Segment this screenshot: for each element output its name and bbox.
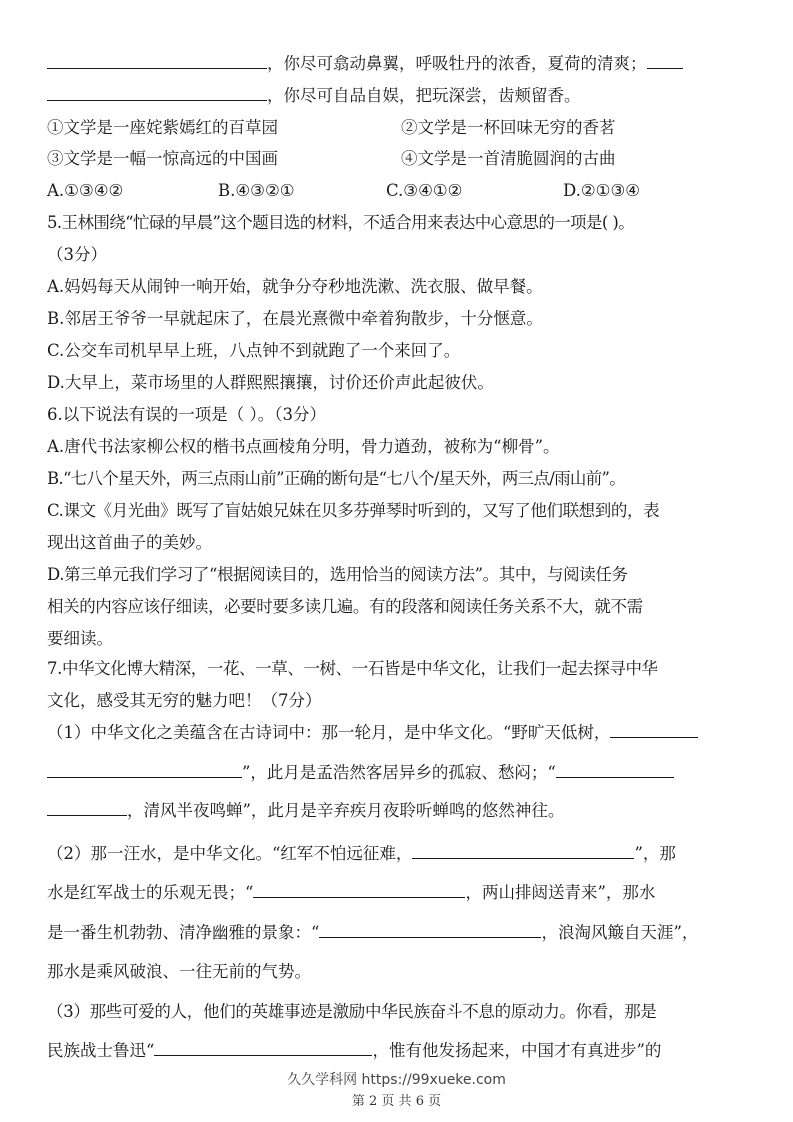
option-4: ④文学是一首清脆圆润的古曲 [401,149,616,168]
footer-page-number: 第 2 页 共 6 页 [351,1094,442,1109]
q7-sub3-line2: 民族战士鲁迅“ ，惟有他发扬起来，中国才有真进步”的 [47,1041,662,1060]
question-7-line1: 7.中华文化博大精深，一花、一草、一树、一石皆是中华文化，让我们一起去探寻中华 [47,659,658,678]
blank [47,52,267,69]
q7-sub3-line1: （3）那些可爱的人，他们的英雄事迹是激励中华民族奋斗不息的原动力。你看，那是 [47,1002,657,1021]
line-1: ，你尽可翕动鼻翼，呼吸牡丹的浓香，夏荷的清爽； [47,52,747,76]
question-6: 6.以下说法有误的一项是（ ）。（3分） [47,405,326,424]
blank [556,761,674,778]
footer-site: 久久学科网 https://99xueke.com [287,1072,506,1088]
blank [154,1039,372,1056]
choice-a: A.①③④② [47,181,124,200]
blank [47,761,242,778]
blank [253,881,465,898]
q7-sub2-line1: （2）那一汪水，是中华文化。“红军不怕远征难， ”，那 [47,844,676,863]
q6-option-c-line1: C.课文《月光曲》既写了盲姑娘兄妹在贝多芬弹琴时听到的，又写了他们联想到的，表 [47,501,660,520]
blank [647,52,683,69]
blank [319,921,541,938]
question-7-line2: 文化，感受其无穷的魅力吧！（7分） [47,691,322,710]
q7-sub2-line3: 是一番生机勃勃、清净幽雅的景象：“ ，浪淘风簸自天涯”， [47,923,699,942]
blank [610,721,698,738]
blank [47,799,127,816]
q7-sub2-line4: 那水是乘风破浪、一往无前的气势。 [47,962,311,981]
blank [412,842,634,859]
option-2: ②文学是一杯回味无穷的香茗 [401,118,616,137]
option-3: ③文学是一幅一惊高远的中国画 [47,149,278,168]
q7-sub1-line2: ”，此月是孟浩然客居异乡的孤寂、愁闷；“ [47,761,747,785]
question-5: 5.王林围绕“忙碌的早晨”这个题目选的材料，不适合用来表达中心意思的一项是( )。 [47,213,635,232]
q7-sub2-line2: 水是红军战士的乐观无畏；“ ，两山排闼送青来”，那水 [47,883,656,902]
q5-option-a: A.妈妈每天从闹钟一响开始，就争分夺秒地洗漱、洗衣服、做早餐。 [47,277,543,296]
choice-d: D.②①③④ [563,181,641,200]
q6-option-d-line2: 相关的内容应该仔细读，必要时要多读几遍。有的段落和阅读任务关系不大，就不需 [47,597,643,616]
q6-option-d-line3: 要细读。 [47,629,113,648]
q5-option-d: D.大早上，菜市场里的人群熙熙攘攘，讨价还价声此起彼伏。 [47,373,494,392]
question-5-score: （3分） [47,245,107,264]
option-1: ①文学是一座姹紫嫣红的百草园 [47,118,278,137]
q6-option-a: A.唐代书法家柳公权的楷书点画棱角分明，骨力遒劲，被称为“柳骨”。 [47,437,560,456]
choice-b: B.④③②① [218,181,295,200]
line-2: ，你尽可自品自娱，把玩深尝，齿颊留香。 [47,84,747,108]
blank [47,84,267,101]
q5-option-b: B.邻居王爷爷一早就起床了，在晨光熹微中牵着狗散步，十分惬意。 [47,309,543,328]
q6-option-d-line1: D.第三单元我们学习了“根据阅读目的，选用恰当的阅读方法”。其中，与阅读任务 [47,565,628,584]
q6-option-c-line2: 现出这首曲子的美妙。 [47,533,212,552]
choice-c: C.③④①② [386,181,463,200]
q7-sub1-line3: ，清风半夜鸣蝉”，此月是辛弃疾月夜聆听蝉鸣的悠然神往。 [47,799,747,823]
q5-option-c: C.公交车司机早早上班，八点钟不到就跑了一个来回了。 [47,341,461,360]
q7-sub1-line1: （1）中华文化之美蕴含在古诗词中：那一轮月，是中华文化。“野旷天低树， [47,721,747,745]
q6-option-b: B.“七八个星天外，两三点雨山前”正确的断句是“七八个/星天外，两三点/雨山前”。 [47,469,626,488]
